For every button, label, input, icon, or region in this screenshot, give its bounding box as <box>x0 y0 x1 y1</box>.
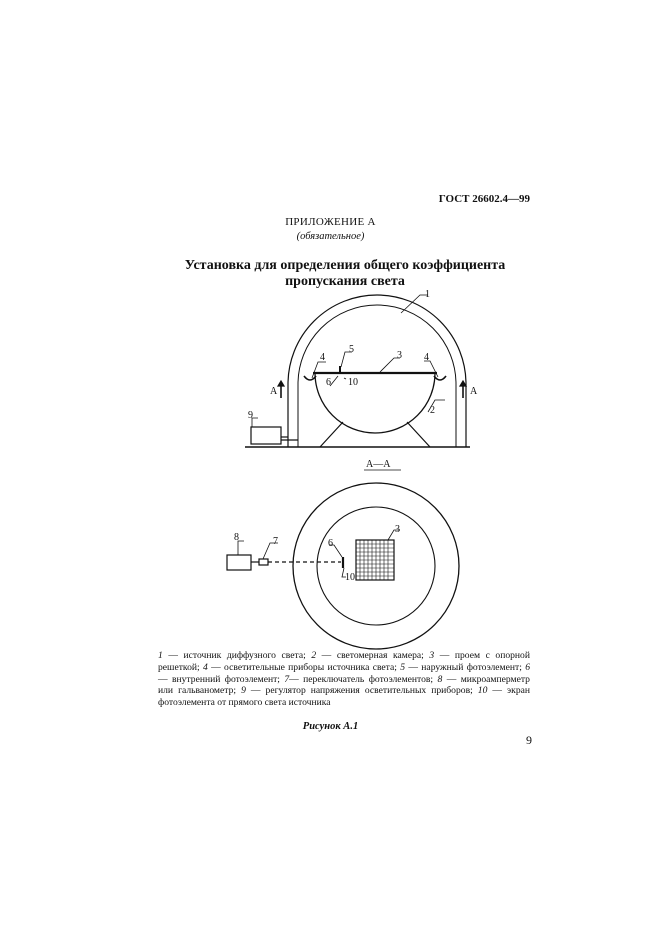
legend-num-4: 4 <box>203 661 208 673</box>
legend-num-9: 9 <box>241 685 246 697</box>
label-3-section: 3 <box>395 524 400 535</box>
page-number: 9 <box>526 733 532 747</box>
label-4-left: 4 <box>320 352 325 363</box>
label-8: 8 <box>234 532 239 543</box>
appendix-note: (обязательное) <box>296 231 365 242</box>
legend-text-1: — источник диффузного света; <box>162 650 312 661</box>
legend-num-8: 8 <box>437 673 443 685</box>
label-6-section: 6 <box>328 538 333 549</box>
lighting-fixture-left <box>304 376 316 380</box>
label-10: 10 <box>348 377 358 388</box>
outer-dome-inner <box>298 305 456 447</box>
figure-legend <box>158 650 530 709</box>
legend-num-5: 5 <box>400 661 406 673</box>
legend-text-6: — внутренний фотоэлемент; <box>158 673 285 685</box>
legend-num-10: 10 <box>477 685 488 697</box>
section-mark-left: А <box>270 386 278 397</box>
figure-title-line-1: Установка для определения общего коэффициента <box>184 258 506 273</box>
support-grid <box>356 540 394 580</box>
legend-text-4: — осветительные приборы источника света; <box>207 661 401 673</box>
label-9: 9 <box>248 410 253 421</box>
voltage-regulator <box>251 427 281 444</box>
microammeter <box>227 555 251 570</box>
label-10-section: 10 <box>345 572 355 583</box>
legend-text-2: — светомерная камера; <box>316 650 430 661</box>
label-7: 7 <box>273 536 278 547</box>
legend-text-7: — переключатель фотоэлементов; <box>289 673 438 685</box>
legend-text-5: — наружный фотоэлемент; <box>405 661 526 673</box>
label-4-right: 4 <box>424 352 429 363</box>
legend-num-1: 1 <box>158 650 163 661</box>
figure-caption: Рисунок А.1 <box>302 721 359 732</box>
label-2: 2 <box>430 405 435 416</box>
legend-num-2: 2 <box>311 650 317 661</box>
legend-text-9: — регулятор напряжения осветительных приборов; <box>245 685 478 697</box>
chamber-support <box>320 422 430 447</box>
photocell-switch <box>259 559 268 565</box>
appendix-title: ПРИЛОЖЕНИЕ А <box>285 216 376 228</box>
label-6: 6 <box>326 377 331 388</box>
legend-text-3: — проем с опорной решеткой; <box>158 650 530 673</box>
legend-num-7: 7 <box>284 673 290 685</box>
section-mark-right: А <box>470 386 478 397</box>
figure-title-line-2: пропускания света <box>285 274 405 289</box>
section-label: А—А <box>366 459 391 470</box>
legend-text-8: — микроамперметр или гальванометр; <box>158 673 530 697</box>
label-5: 5 <box>349 344 354 355</box>
lighting-fixture-right <box>434 376 446 380</box>
legend-num-6: 6 <box>525 661 531 673</box>
document-code: ГОСТ 26602.4—99 <box>438 193 530 205</box>
label-3: 3 <box>397 350 402 361</box>
label-1: 1 <box>425 289 430 300</box>
legend-text-10: — экран фотоэлемента от прямого света источника <box>158 685 531 709</box>
legend-num-3: 3 <box>429 650 435 661</box>
